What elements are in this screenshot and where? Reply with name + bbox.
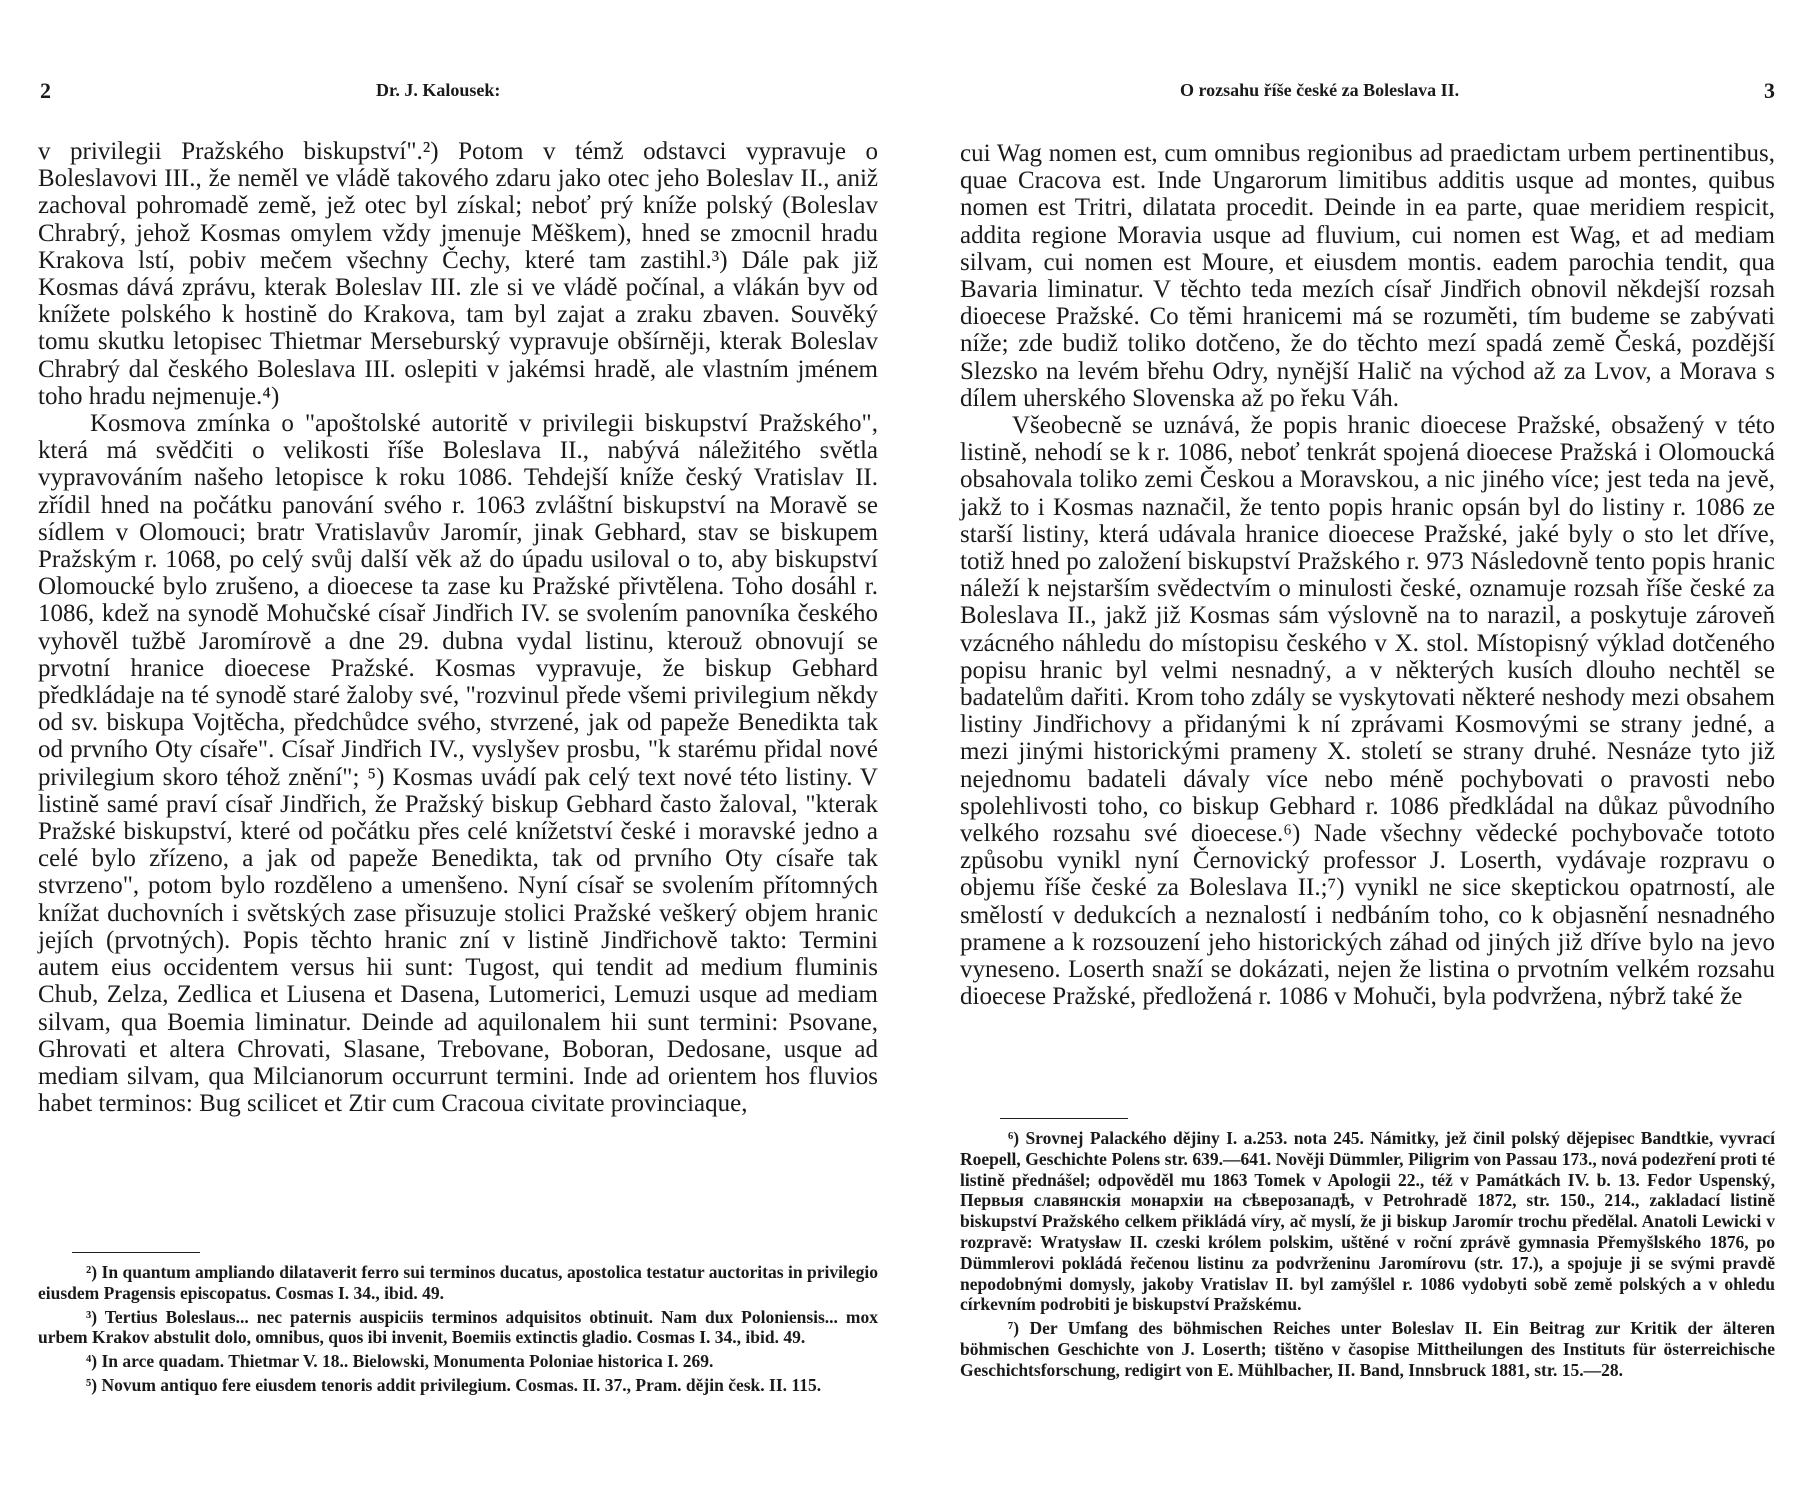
paragraph: cui Wag nomen est, cum omnibus regionibus ad praedictam urbem pertinentibus, quae Cracova est. Inde Ungarorum limitibus additis usque ad montes, quibus nomen est Tritri, dilatata procedit. Deinde in ea parte, quae meridiem respicit, addita regione Moravia usque ad fluvium, cui nomen est Wag, et ad mediam silvam, cui nomen est Moure, et eiusdem montis. eadem parochia tendit, qua Bavaria liminatur. V těchto teda mezích císař Jindřich obnovil někdejší rozsah dioecese Pražské. Co těmi hranicemi má se rozuměti, tím budeme se zabývati níže; zde budiž toliko dotčeno, že do těchto mezí spadá země Česká, pozdější Slezsko na levém břehu Odry, nynější Halič na východ až za Lvov, a Morava s dílem uherského Slovenska až po řeku Váh. — [960, 140, 1775, 412]
left-page-body — [38, 138, 878, 1117]
paragraph: Všeobecně se uznává, že popis hranic dioecese Pražské, obsažený v této listině, nehodí se k r. 1086, neboť tenkrát spojená dioecese Pražská i Olomoucká obsahovala toliko zemi Českou a Moravskou, a nic jiného více; jest teda na jevě, jakž to i Kosmas naznačil, že tento popis hranic opsán byl do listiny r. 1086 ze starší listiny, která udávala hranice dioecese Pražské, jaké byly o sto let dříve, totiž hned po založení biskupství Pražského r. 973 Následovně tento popis hranic náleží k nejstarším svědectvím o minulosti české, oznamuje rozsah říše české za Boleslava II., jakž již Kosmas sám výslovně na to narazil, a poskytuje zároveň vzácného náhledu do místopisu českého v X. stol. Místopisný výklad dotčeného popisu hranic byl velmi nesnadný, a v některých kusích dlouho nechtěl se badatelům dařiti. Krom toho zdály se vyskytovati některé neshody mezi obsahem listiny Jindřichovy a přidanými k ní zprávami Kosmovými se strany jedné, a mezi jinými historickými prameny X. století se strany druhé. Nesnáze tyto již nejednomu badateli dávaly více nebo méně pochybovati o pravosti nebo spolehlivosti toho, co biskup Gebhard r. 1086 předkládal na důkaz původního velkého rozsahu své dioecese.⁶) Nade všechny vědecké pochybovače tototo způsobu vynikl nyní Černovický professor J. Loserth, vydávaje rozpravu o objemu říše české za Boleslava II.;⁷) vynikl ne sice skeptickou opatrností, ale smělostí v dedukcích a neznalostí i nedbáním toho, co k objasnění nesnadného pramene a k rozsouzení jeho historických záhad od jiných již dříve bylo na jevo vyneseno. Loserth snaží se dokázati, nejen že listina o prvotním velkém rozsahu dioecese Pražské, předložená r. 1086 v Mohuči, byla podvržena, nýbrž také že — [960, 412, 1775, 1011]
footnote: ³) Tertius Boleslaus... nec paternis auspiciis terminos adquisitos obtinuit. Nam dux Poloniensis... mox urbem Krakov abstulit dolo, omnibus, quos ibi invenit, Boemiis extinctis gladio. Cosmas I. 34., ibid. 49. — [38, 1306, 878, 1348]
footnote-rule — [72, 1252, 200, 1253]
running-head: Dr. J. Kalousek: — [376, 80, 501, 100]
footnote: ⁷) Der Umfang des böhmischen Reiches unter Boleslav II. Ein Beitrag zur Kritik der älteren böhmischen Geschichte von J. Loserth; tištěno v časopise Mittheilungen des Instituts für österreichische Geschichtsforschung, redigirt von E. Mühlbacher, II. Band, Innsbruck 1881, str. 15.—28. — [960, 1318, 1775, 1380]
footnote: ²) In quantum ampliando dilataverit ferro sui terminos ducatus, apostolica testatur auctoritas in privilegio eiusdem Pragensis episcopatus. Cosmas I. 34., ibid. 49. — [38, 1262, 878, 1303]
right-page-body — [960, 140, 1775, 1011]
right-footnotes — [960, 1128, 1775, 1384]
left-page-header — [38, 78, 878, 108]
left-page — [38, 0, 878, 1500]
footnote: ⁴) In arce quadam. Thietmar V. 18.. Bielowski, Monumenta Poloniae historica I. 269. — [86, 1351, 714, 1372]
footnote: ⁵) Novum antiquo fere eiusdem tenoris addit privilegium. Cosmas. II. 37., Pram. dějin česk. II. 115. — [86, 1374, 822, 1395]
page-number: 2 — [40, 78, 51, 103]
paragraph: v privilegii Pražského biskupství".²) Potom v témž odstavci vypravuje o Boleslavovi III., že neměl ve vládě takového zdaru jako otec jeho Boleslav II., aniž zachoval pohromadě země, jež otec byl získal; neboť prý kníže polský (Boleslav Chrabrý, jehož Kosmas omylem vždy jmenuje Měškem), hned se zmocnil hradu Krakova lstí, pobiv mečem všechny Čechy, které tam zastihl.³) Dále pak již Kosmas dává zprávu, kterak Boleslav III. zle si ve vládě počínal, a vlákán byv od knížete polského k hostině do Krakova, tam byl zajat a zraku zbaven. Souvěký tomu skutku letopisec Thietmar Merseburský vypravuje obšírněji, kterak Boleslav Chrabrý dal českého Boleslava III. oslepiti v jakémsi hradě, ale vlastním jménem toho hradu nejmenuje.⁴) — [38, 138, 878, 410]
paragraph: Kosmova zmínka o "apoštolské autoritě v privilegii biskupství Pražského", která má svědčiti o velikosti říše Boleslava II., nabývá náležitého světla vypravováním našeho letopisce k roku 1086. Tehdejší kníže český Vratislav II. zřídil hned na počátku panování svého r. 1063 zvláštní biskupství na Moravě se sídlem v Olomouci; bratr Vratislavův Jaromír, jinak Gebhard, stav se biskupem Pražským r. 1068, po celý svůj další věk až do úpadu usiloval o to, aby biskupství Olomoucké bylo zrušeno, a dioecese ta zase ku Pražské přivtělena. Toho dosáhl r. 1086, kdež na synodě Mohučské císař Jindřich IV. se svolením panovníka českého vyhověl tužbě Jaromírově a dne 29. dubna vydal listinu, kterouž obnovují se prvotní hranice dioecese Pražské. Kosmas vypravuje, že biskup Gebhard předkládaje na té synodě staré žaloby své, "rozvinul přede všemi privilegium někdy od sv. biskupa Vojtěcha, předchůdce svého, stvrzené, jak od papeže Benedikta tak od prvního Oty císaře". Císař Jindřich IV., vyslyšev prosbu, "k starému přidal nové privilegium skoro téhož znění"; ⁵) Kosmas uvádí pak celý text nové této listiny. V listině samé praví císař Jindřich, že Pražský biskup Gebhard často žaloval, "kterak Pražské biskupství, které od počátku přes celé knížetství české i moravské jedno a celé bylo zřízeno, a jak od papeže Benedikta, tak od prvního Oty císaře tak stvrzeno", potom bylo rozděleno a umenšeno. Nyní císař se svolením přítomných knížat duchovních i světských zase přisuzuje stolici Pražské veškerý objem hranic jejích (prvotných). Popis těchto hranic zní v listině Jindřichově takto: Termini autem eius occidentem versus hii sunt: Tugost, qui tendit ad medium fluminis Chub, Zelza, Zedlica et Liusena et Dasena, Lutomerici, Lemuzi usque ad mediam silvam, qua Boemia liminatur. Deinde ad aquilonalem hii sunt termini: Psovane, Ghrovati et altera Chrovati, Slasane, Trebovane, Boboran, Dedosane, usque ad mediam silvam, qua Milcianorum occurrunt termini. Inde ad orientem hos fluvios habet terminos: Bug scilicet et Ztir cum Cracoua civitate provinciaque, — [38, 410, 878, 1118]
right-page — [960, 0, 1775, 1500]
footnote-rule — [1000, 1118, 1128, 1119]
footnote: ⁶) Srovnej Palackého dějiny I. a.253. nota 245. Námitky, jež činil polský dějepisec Bandtkie, vyvrací Roepell, Geschichte Polens str. 639.—641. Nověji Dümmler, Piligrim von Passau 173., nová podezření proti té listině přednášel; odpověděl mu 1863 Tomek v Apologii 22., též v Památkách IV. b. 13. Fedor Uspenský, Первыя славянскія монархіи на сѣверозападѣ, v Petrohradě 1872, str. 150., 214., zakladací listině biskupství Pražského celkem přikládá víry, ač myslí, že ji biskup Jaromír trochu předělal. Anatoli Lewicki v rozpravě: Wratysław II. czeski królem polskim, uštěné v roční zprávě gymnasia Přemyšlského 1876, po Dümmlerovi pokládá řečenou listinu za podvrženinu Jaromírovu (str. 17.), a spojuje ji se svými pravdě nepodobnými domysly, jakoby Vratislav II. byl zamýšlel r. 1086 vydobyti sobě země polských a v ohledu církevním podrobiti je biskupství Pražskému. — [960, 1128, 1775, 1315]
right-page-header — [960, 78, 1775, 108]
running-head: O rozsahu říše české za Boleslava II. — [1180, 80, 1460, 100]
left-footnotes — [38, 1262, 878, 1399]
page-number: 3 — [1764, 78, 1775, 103]
